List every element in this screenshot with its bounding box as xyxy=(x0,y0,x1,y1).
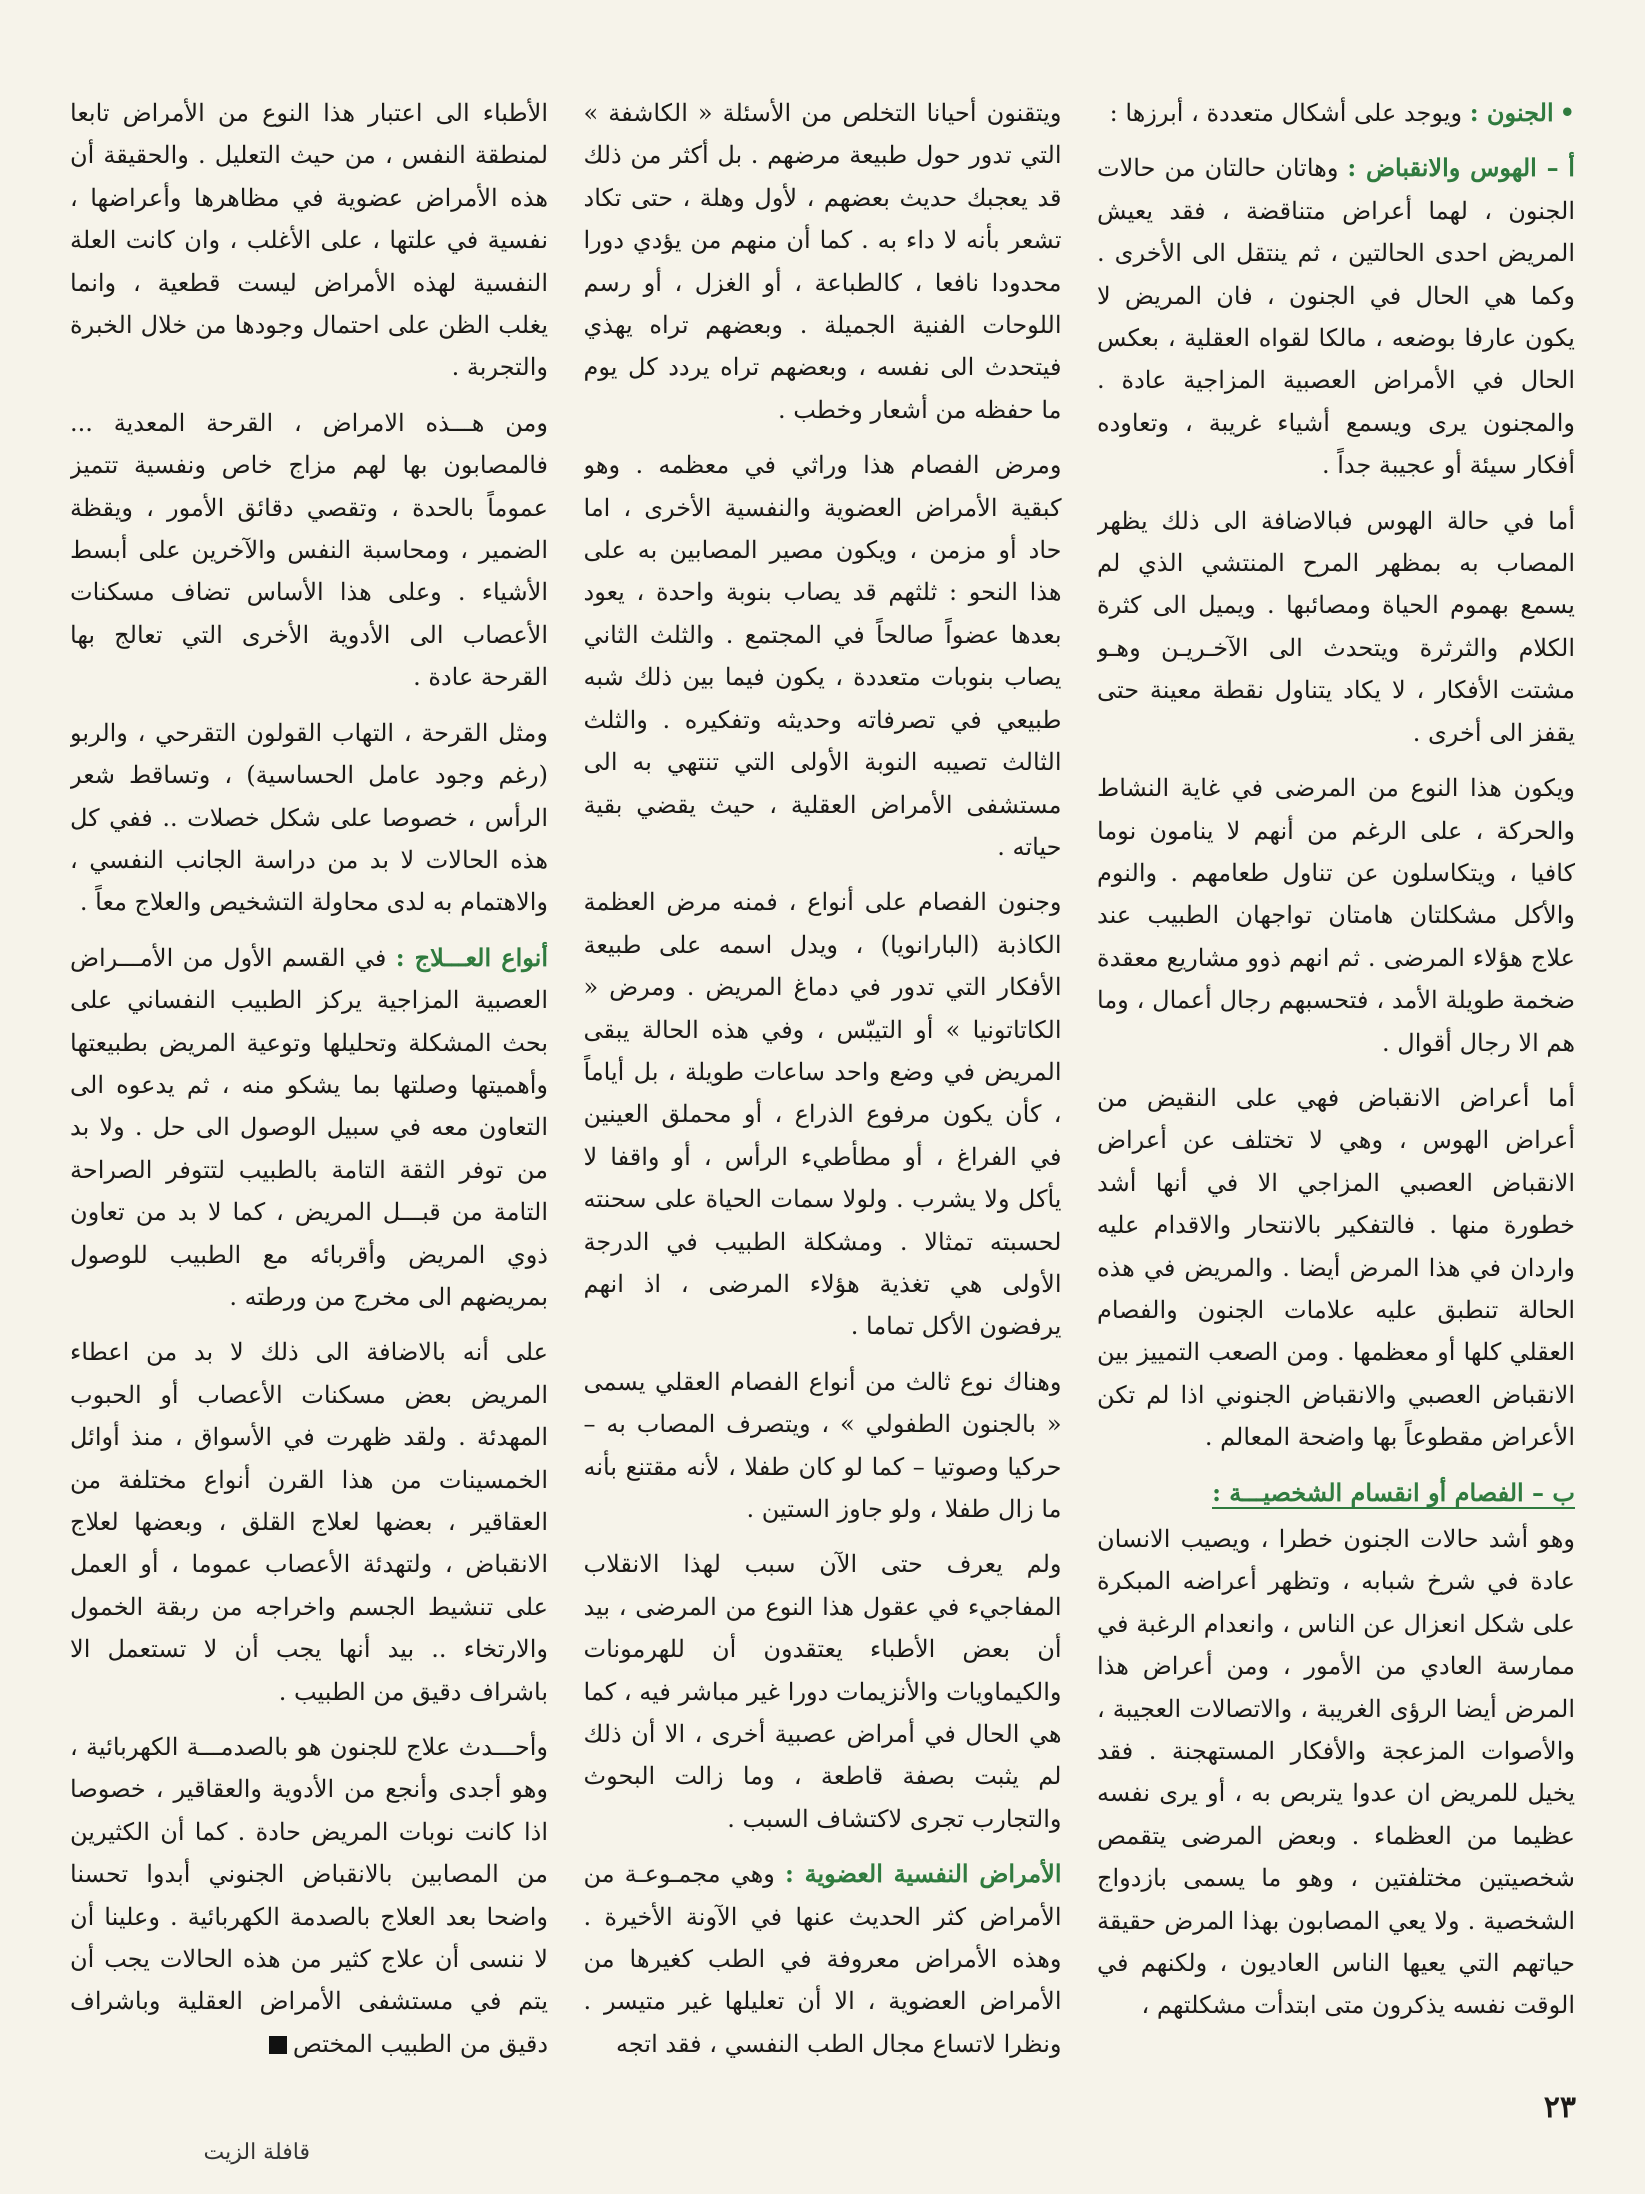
end-of-article-mark-icon xyxy=(269,2036,287,2054)
paragraph: وهناك نوع ثالث من أنواع الفصام العقلي يسمى « بالجنون الطفولي » ، ويتصرف المصاب به – حركيا وصوتيا – كما لو كان طفلا ، لأنه مقتنع بأنه ما زال طفلا ، ولو جاوز الستين . xyxy=(583,1367,1062,1523)
paragraph: ومثل القرحة ، التهاب القولون التقرحي ، والربو (رغم وجود عامل الحساسية) ، وتساقط شعر الرأس ، خصوصا على شكل خصلات .. ففي كل هذه الحالات لا بد من دراسة الجانب النفسي ، والاهتمام به لدى محاولة التشخيص والعلاج معاً . xyxy=(70,718,548,917)
paragraph: ومرض الفصام هذا وراثي في معظمه . وهو كبقية الأمراض العضوية والنفسية الأخرى ، اما حاد أو مزمن ، ويكون مصير المصابين به على هذا النحو : ثلثهم قد يصاب بنوبة واحدة ، يعود بعدها عضواً صالحاً في المجتمع . والثلث الثاني يصاب بنوبات متعددة ، يكون فيما بين ذلك شبه طبيعي في تصرفاته وحديثه وتفكيره . والثلث الثالث تصيبه النوبة الأولى التي تنتهي به الى مستشفى الأمراض العقلية ، حيث يقضي بقية حياته . xyxy=(583,451,1062,861)
magazine-footer: قافلة الزيت xyxy=(203,2140,310,2165)
paragraph xyxy=(1097,147,1575,486)
paragraph: أما أعراض الانقباض فهي على النقيض من أعراض الهوس ، وهي لا تختلف عن أعراض الانقباض العصبي المزاجي الا في أنها أشد خطورة منها . فالتفكير بالانتحار والاقدام عليه واردان في هذا المرض أيضا . والمريض في هذه الحالة تنطبق عليه علامات الجنون والفصام العقلي كلها أو معظمها . ومن الصعب التمييز بين الانقباض العصبي والانقباض الجنوني اذا لم تكن الأعراض مقطوعاً بها واضحة المعالم . xyxy=(1097,1083,1575,1452)
page-number: ٢٣ xyxy=(1543,2090,1576,2125)
bullet-icon: • xyxy=(1559,98,1575,127)
paragraph: أما في حالة الهوس فبالاضافة الى ذلك يظهر المصاب به بمظهر المرح المنتشي الذي لم يسمع بهموم الحياة ومصائبها . ويميل الى كثرة الكلام والثرثرة ويتحدث الى الآخـريـن وهـو مشتت الأفكار ، لا يكاد يتناول نقطة معينة حتى يقفز الى أخرى . xyxy=(1097,506,1575,747)
column-middle xyxy=(584,92,1062,2077)
paragraph xyxy=(1097,1472,1575,1514)
section-heading-madness: الجنون : xyxy=(1469,98,1554,127)
paragraph-text: وهاتان حالتان من حالات الجنون ، لهما أعراض متناقضة ، فقد يعيش المريض احدى الحالتين ، ثم ينتقل الى الأخرى . وكما هي الحال في الجنون ، فان المريض لا يكون عارفا بوضعه ، مالكا لقواه العقلية ، بعكس الحال في الأمراض العصبية المزاجية عادة . والمجنون يرى ويسمع أشياء غريبة ، وتعاوده أفكار سيئة أو عجيبة جداً . xyxy=(1097,154,1575,480)
paragraph-text: وهي مجمـوعـة من الأمراض كثر الحديث عنها في الآونة الأخيرة . وهذه الأمراض معروفة في الطب كغيرها من الأمراض العضوية ، الا أن تعليلها غير متيسر . ونظرا لاتساع مجال الطب النفسي ، فقد اتجه xyxy=(583,1860,1062,2058)
paragraph: ويكون هذا النوع من المرضى في غاية النشاط والحركة ، على الرغم من أنهم لا ينامون نوما كافيا ، ويتكاسلون عن تناول طعامهم . والنوم والأكل مشكلتان هامتان تواجهان الطبيب عند علاج هؤلاء المرضى . ثم انهم ذوو مشاريع معقدة ضخمة طويلة الأمد ، فتحسبهم رجال أعمال ، وما هم الا رجال أقوال . xyxy=(1097,774,1575,1057)
paragraph xyxy=(70,937,548,1319)
column-right xyxy=(1097,92,1575,2077)
paragraph: على أنه بالاضافة الى ذلك لا بد من اعطاء المريض بعض مسكنات الأعصاب أو الحبوب المهدئة . ولقد ظهرت في الأسواق ، منذ أوائل الخمسينات من هذا القرن أنواع مختلفة من العقاقير ، بعضها لعلاج القلق ، وبعضها لعلاج الانقباض ، ولتهدئة الأعصاب عموما ، أو العمل على تنشيط الجسم واخراجه من ربقة الخمول والارتخاء .. بيد أنها يجب أن لا تستعمل الا باشراف دقيق من الطبيب . xyxy=(70,1338,548,1706)
subheading-psychosomatic: الأمراض النفسية العضوية : xyxy=(784,1859,1062,1889)
paragraph xyxy=(584,1853,1062,2065)
paragraph-text: وأحـــدث علاج للجنون هو بالصدمـــة الكهربائية ، وهو أجدى وأنجع من الأدوية والعقاقير ، خصوصا اذا كانت نوبات المريض حادة . كما أن الكثيرين من المصابين بالانقباض الجنوني أبدوا تحسنا واضحا بعد العلاج بالصدمة الكهربائية . وعلينا أن لا ننسى أن علاج كثير من هذه الحالات يجب أن يتم في مستشفى الأمراض العقلية وباشراف دقيق من الطبيب المختص xyxy=(70,1733,548,2058)
paragraph: الأطباء الى اعتبار هذا النوع من الأمراض تابعا لمنطقة النفس ، من حيث التعليل . والحقيقة أن هذه الأمراض عضوية في مظاهرها وأعراضها ، نفسية في علتها ، على الأغلب ، وان كانت العلة النفسية لهذه الأمراض ليست قطعية ، وانما يغلب الظن على احتمال وجودها من خلال الخبرة والتجربة . xyxy=(70,99,548,382)
paragraph-text: في القسم الأول من الأمـــراض العصبية المزاجية يركز الطبيب النفساني على بحث المشكلة وتحليلها وتوعية المريض بطبيعتها وأهميتها وصلتها بما يشكو منه ، ثم يدعوه الى التعاون معه في سبيل الوصول الى حل . ولا بد من توفر الثقة التامة بالطبيب لتتوفر الصراحة التامة من قبـــل المريض ، كما لا بد من تعاون ذوي المريض وأقربائه مع الطبيب للوصول بمريضهم الى مخرج من ورطته . xyxy=(70,943,548,1311)
subheading-treatment: أنواع العـــلاج : xyxy=(395,942,548,972)
text-columns xyxy=(70,92,1575,2077)
paragraph: وجنون الفصام على أنواع ، فمنه مرض العظمة الكاذبة (البارانويا) ، ويدل اسمه على طبيعة الأفكار التي تدور في دماغ المريض . ومرض « الكاتاتونيا » أو التيبّس ، وفي هذه الحالة يبقى المريض في وضع واحد ساعات طويلة ، بل أياماً ، كأن يكون مرفوع الذراع ، أو محملق العينين في الفراغ ، أو مطأطيء الرأس ، أو واقفا لا يأكل ولا يشرب . ولولا سمات الحياة على سحنته لحسبته تمثالا . ومشكلة الطبيب في الدرجة الأولى هي تغذية هؤلاء المرضى ، اذ انهم يرفضون الأكل تماما . xyxy=(583,888,1062,1341)
paragraph: ويتقنون أحيانا التخلص من الأسئلة « الكاشفة » التي تدور حول طبيعة مرضهم . بل أكثر من ذلك قد يعجبك حديث بعضهم ، لأول وهلة ، حتى تكاد تشعر بأنه لا داء به . كما أن منهم من يؤدي دورا محدودا نافعا ، كالطباعة ، أو الغزل ، أو رسم اللوحات الفنية الجميلة . وبعضهم تراه يهذي فيتحدث الى نفسه ، وبعضهم تراه يردد كل يوم ما حفظه من أشعار وخطب . xyxy=(583,99,1062,424)
paragraph xyxy=(70,1726,548,2065)
subheading-schizophrenia: ب – الفصام أو انقسام الشخصيـــة : xyxy=(1212,1477,1575,1507)
paragraph-text: ويوجد على أشكال متعددة ، أبرزها : xyxy=(1109,99,1463,127)
subheading-mania-depression: أ – الهوس والانقباض : xyxy=(1347,153,1575,183)
column-left xyxy=(70,92,548,2077)
paragraph: ولم يعرف حتى الآن سبب لهذا الانقلاب المفاجيء في عقول هذا النوع من المرضى ، بيد أن بعض الأطباء يعتقدون أن للهرمونات والكيماويات والأنزيمات دورا غير مباشر فيه ، كما هي الحال في أمراض عصبية أخرى ، الا أن ذلك لم يثبت بصفة قاطعة ، وما زالت البحوث والتجارب تجرى لاكتشاف السبب . xyxy=(583,1550,1062,1833)
paragraph: وهو أشد حالات الجنون خطرا ، ويصيب الانسان عادة في شرخ شبابه ، وتظهر أعراضه المبكرة على شكل انعزال عن الناس ، وانعدام الرغبة في ممارسة العادي من الأمور ، ومن أعراض هذا المرض أيضا الرؤى الغريبة ، والاتصالات العجيبة ، والأصوات المزعجة والأفكار المستهجنة . فقد يخيل للمريض ان عدوا يتربص به ، أو يرى نفسه عظيما من العظماء . وبعض المرضى يتقمص شخصيتين مختلفتين ، وهو ما يسمى بازدواج الشخصية . ولا يعي المصابون بهذا المرض حقيقة حياتهم التي يعيها الناس العاديون ، ولكنهم في الوقت نفسه يذكرون متى ابتدأت مشكلتهم ، xyxy=(1097,1525,1575,2020)
paragraph xyxy=(1097,92,1575,134)
paragraph: ومن هـــذه الامراض ، القرحة المعدية ... فالمصابون بها لهم مزاج خاص ونفسية تتميز عموماً بالحدة ، وتقصي دقائق الأمور ، ويقظة الضمير ، ومحاسبة النفس والآخرين على أبسط الأشياء . وعلى هذا الأساس تضاف مسكنات الأعصاب الى الأدوية الأخرى التي تعالج بها القرحة عادة . xyxy=(70,408,548,692)
